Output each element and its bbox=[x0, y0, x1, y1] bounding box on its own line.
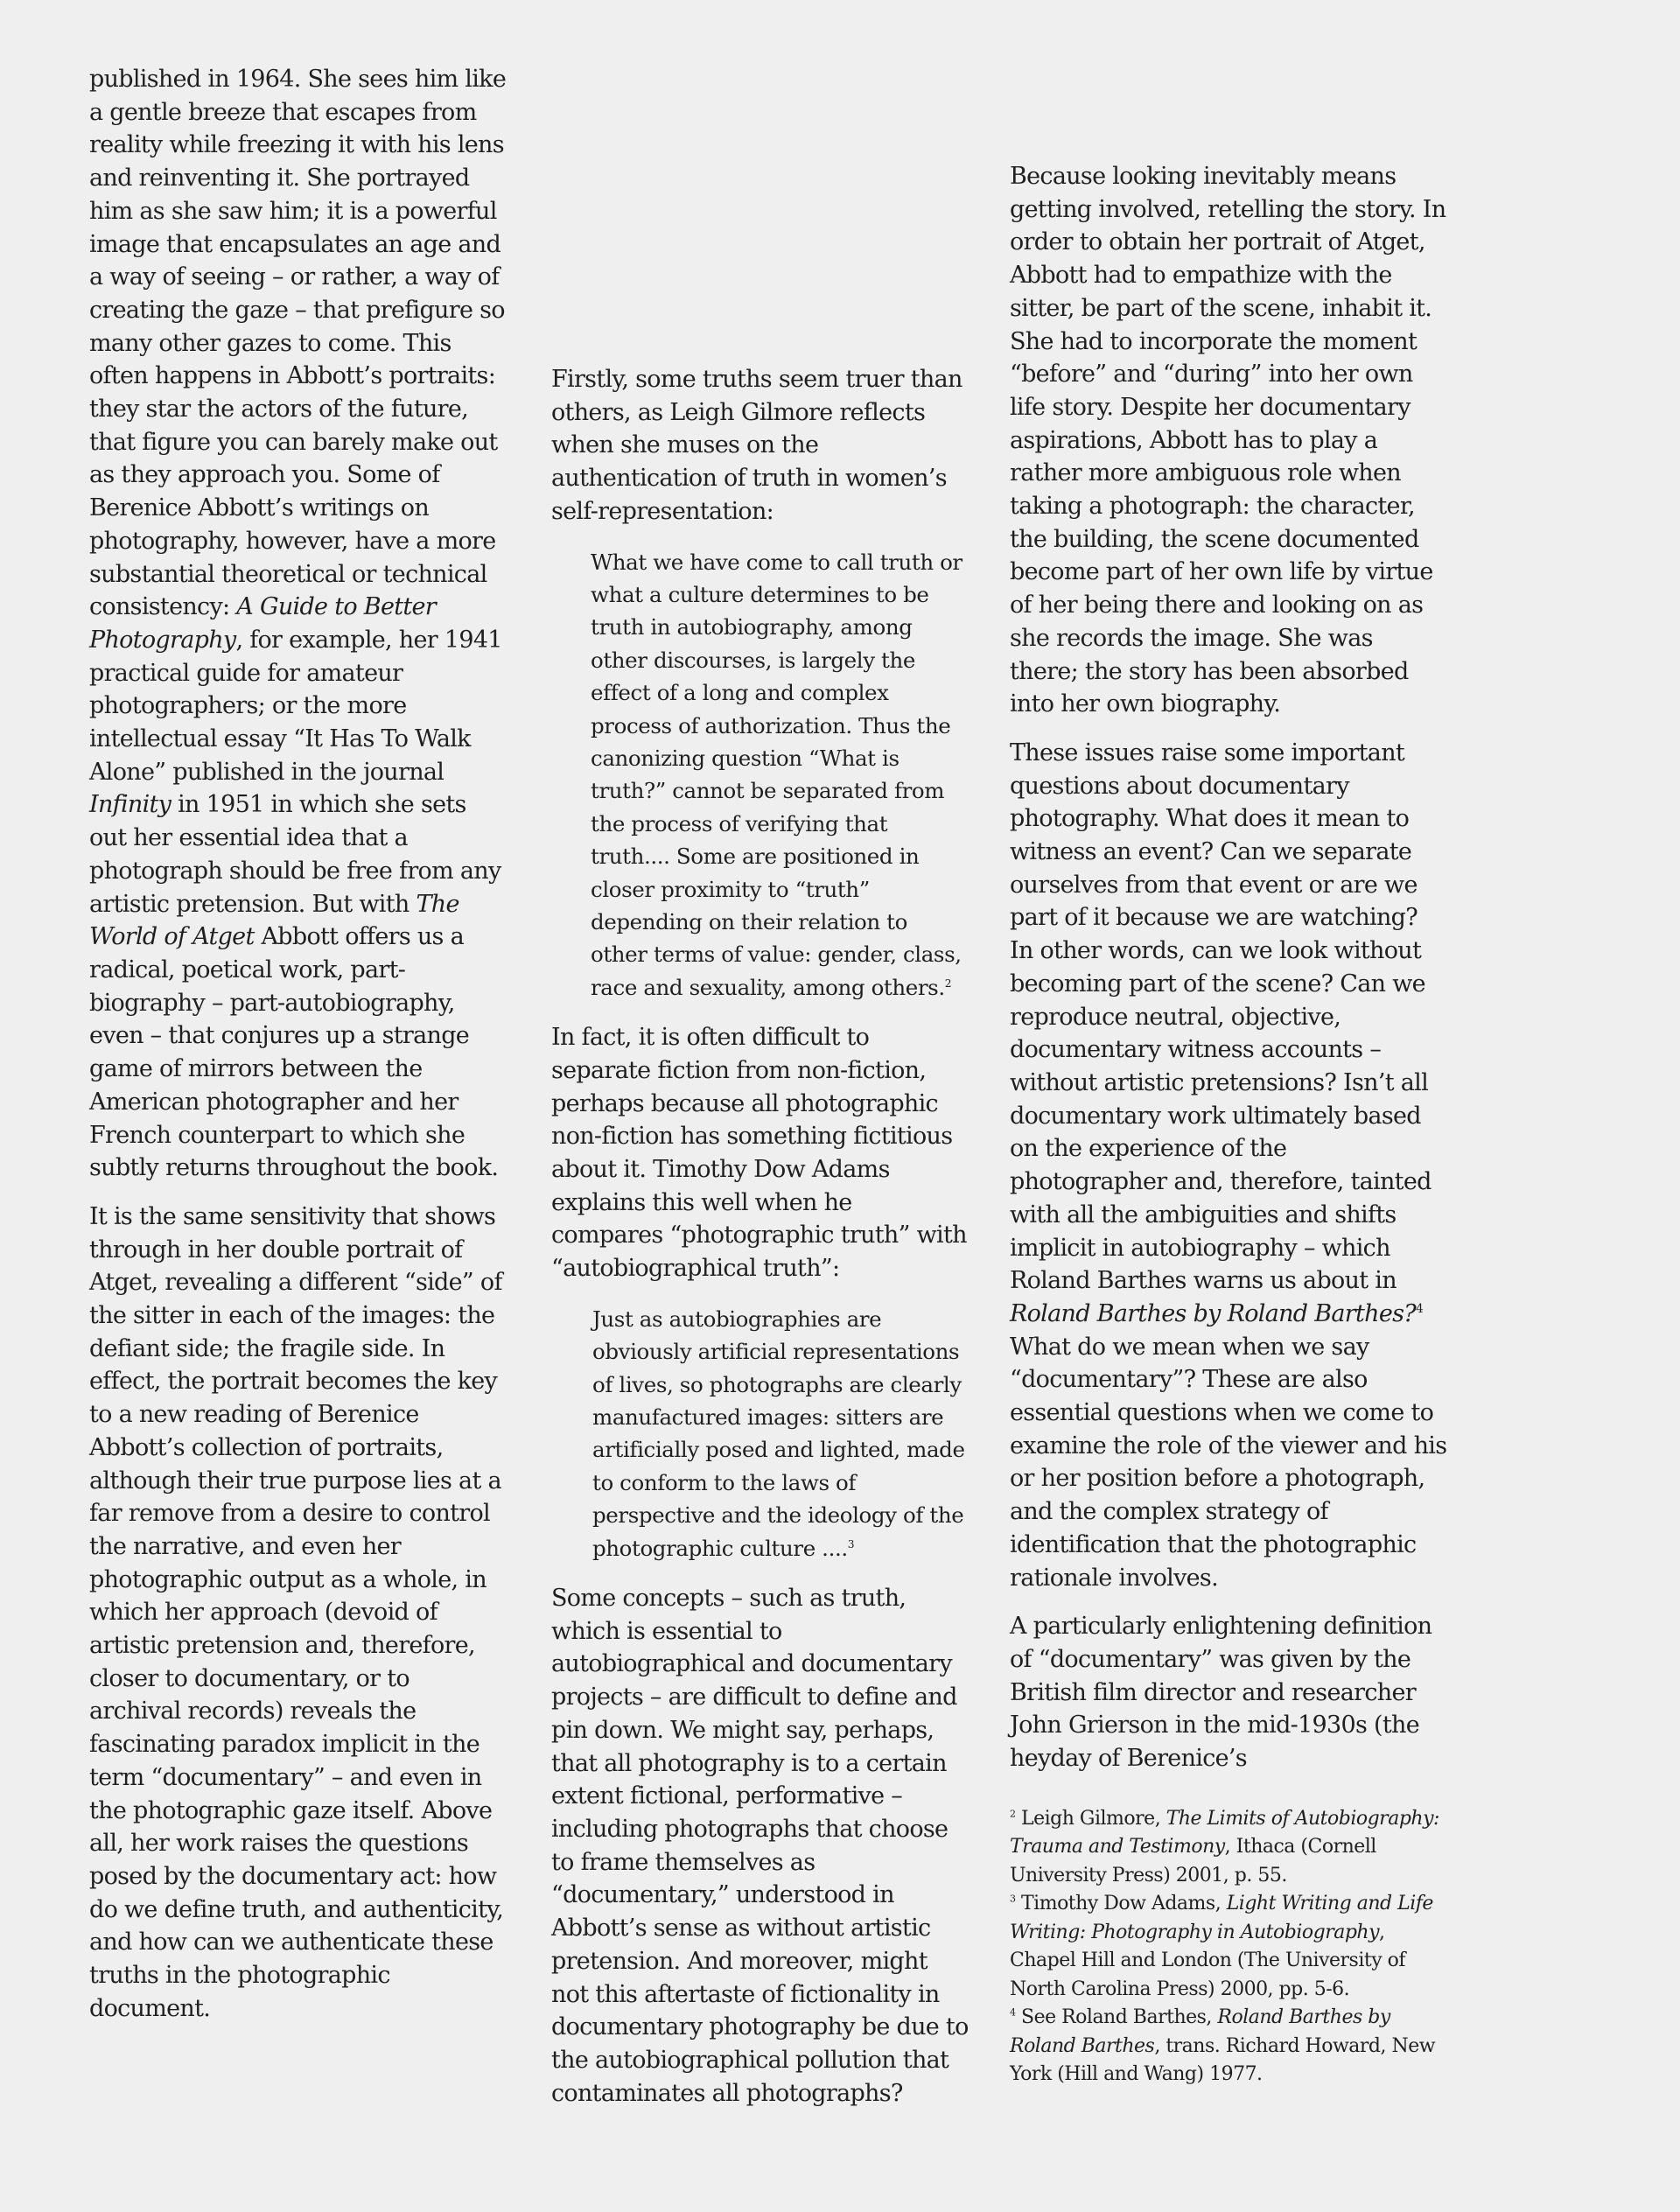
footnote: $^2$ Leigh Gilmore, The Limits of Autobiography: Trauma and Testimony, Ithaca (Cornell University Press) 2001, p. 55. bbox=[1010, 1807, 1439, 1886]
body-paragraph: Because looking inevitably means getting involved, retelling the story. In order to obtain her portrait of Atget, Abbott had to empathize with the sitter, be part of the scene, inhabit it. She had to incorporate the moment “before” and “during” into her own life story. Despite her documentary aspirations, Abbott has to play a rather more ambiguous role when taking a photograph: the character, the building, the scene documented become part of her own life by virtue of her being there and looking on as she records the image. She was there; the story has been absorbed into her own biography. bbox=[1010, 163, 1446, 718]
body-paragraph: These issues raise some important questions about documentary photography. What does it mean to witness an event? Can we separate ourselves from that event or are we part of it because we are watching? In other words, can we look without becoming part of the scene? Can we reproduce neutral, objective, documentary witness accounts – without artistic pretensions? Isn’t all documentary work ultimately based on the experience of the photographer and, therefore, tainted with all the ambiguities and shifts implicit in autobiography – which Roland Barthes warns us about in Roland Barthes by Roland Barthes?$^4$ What do we mean when we say “documentary”? These are also essential questions when we come to examine the role of the viewer and his or her position before a photograph, and the complex strategy of identification that the photographic rationale involves. bbox=[1010, 738, 1447, 1592]
footnote-marker: 2 bbox=[944, 976, 952, 990]
footnote-marker: 4 bbox=[1416, 1301, 1423, 1316]
text-column-left bbox=[89, 63, 508, 2025]
body-paragraph: A particularly enlightening definition of “documentary” was given by the British film director and researcher John Grierson in the mid-1930s (the heyday of Berenice’s bbox=[1010, 1613, 1432, 1773]
block-quote: What we have come to call truth or what a culture determines to be truth in autobiography, among other discourses, is largely the effect of a long and complex process of authorization. Thus the canonizing question “What is truth?” cannot be separated from the process of verifying that truth.... Some are positioned in closer proximity to “truth” depending on their relation to other terms of value: gender, class, race and sexuality, among others.$^2$ bbox=[591, 549, 962, 1000]
body-paragraph: It is the same sensitivity that shows through in her double portrait of Atget, revealing a different “side” of the sitter in each of the images: the defiant side; the fragile side. In effect, the portrait becomes the key to a new reading of Berenice Abbott’s collection of portraits, although their true purpose lies at a far remove from a desire to control the narrative, and even her photographic output as a whole, in which her approach (devoid of artistic pretension and, therefore, closer to documentary, or to archival records) reveals the fascinating paradox implicit in the term “documentary” – and even in the photographic gaze itself. Above all, her work raises the questions posed by the documentary act: how do we define truth, and authenticity, and how can we authenticate these truths in the photographic document. bbox=[89, 1202, 504, 2022]
body-paragraph: Firstly, some truths seem truer than others, as Leigh Gilmore reflects when she muses on the authentication of truth in women’s self-representation: bbox=[551, 366, 962, 525]
footnote-number: 3 bbox=[1010, 1893, 1016, 1905]
footnote-number: 4 bbox=[1010, 2006, 1016, 2019]
text-column-middle bbox=[551, 363, 970, 2110]
text-column-right bbox=[1010, 160, 1447, 2090]
body-paragraph: In fact, it is often difficult to separate fiction from non-fiction, perhaps because all photographic non-fiction has something fictitious about it. Timothy Dow Adams explains this well when he compares “photographic truth” with “autobiographical truth”: bbox=[551, 1024, 967, 1283]
book-title: Roland Barthes by Roland Barthes? bbox=[1010, 1299, 1417, 1327]
book-title: The World of Atget bbox=[89, 890, 459, 951]
footnote-number: 2 bbox=[1010, 1808, 1016, 1820]
footnote: $^4$ See Roland Barthes, Roland Barthes by Roland Barthes, trans. Richard Howard, New York (Hill and Wang) 1977. bbox=[1010, 2006, 1436, 2086]
journal-title: Infinity bbox=[89, 791, 172, 819]
body-paragraph: published in 1964. She sees him like a gentle breeze that escapes from reality while freezing it with his lens and reinventing it. She portrayed him as she saw him; it is a powerful image that encapsulates an age and a way of seeing – or rather, a way of creating the gaze – that prefigure so many other gazes to come. This often happens in Abbott’s portraits: they star the actors of the future, that figure you can barely make out as they approach you. Some of Berenice Abbott’s writings on photography, however, have a more substantial theoretical or technical consistency: A Guide to Better Photography, for example, her 1941 practical guide for amateur photographers; or the more intellectual essay “It Has To Walk Alone” published in the journal Infinity in 1951 in which she sets out her essential idea that a photograph should be free from any artistic pretension. But with The World of Atget Abbott offers us a radical, poetical work, part-biography – part-autobiography, even – that conjures up a strange game of mirrors between the American photographer and her French counterpart to which she subtly returns throughout the book. bbox=[89, 66, 507, 1182]
book-title: A Guide to Better Photography bbox=[89, 593, 437, 654]
block-quote: Just as autobiographies are obviously artificial representations of lives, so photographs are clearly manufactured images: sitters are artificially posed and lighted, made to conform to the laws of perspective and the ideology of the photographic culture ....$^3$ bbox=[592, 1306, 965, 1561]
body-paragraph: Some concepts – such as truth, which is essential to autobiographical and documentary projects – are difficult to define and pin down. We might say, perhaps, that all photography is to a certain extent fictional, performative – including photographs that choose to frame themselves as “documentary,” understood in Abbott’s sense as without artistic pretension. And moreover, might not this aftertaste of fictionality in documentary photography be due to the autobiographical pollution that contaminates all photographs? bbox=[551, 1585, 969, 2107]
footnotes bbox=[1010, 1805, 1447, 2090]
footnote-marker: 3 bbox=[847, 1537, 855, 1550]
footnote: $^3$ Timothy Dow Adams, Light Writing and Life Writing: Photography in Autobiography, Chapel Hill and London (The University of North Carolina Press) 2000, pp. 5-6. bbox=[1010, 1893, 1433, 2000]
